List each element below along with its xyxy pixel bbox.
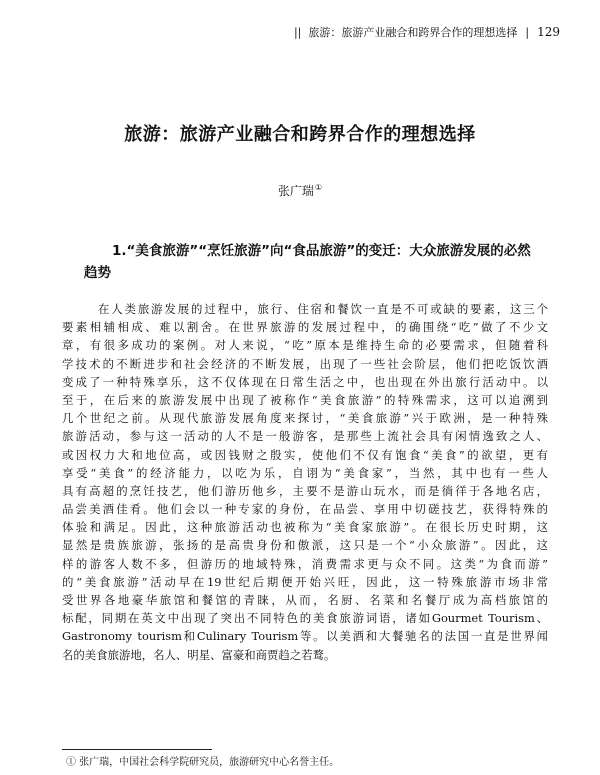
body-line: 样的游客人数不多，但游历的地域特殊，消费需求更与众不同。这类“为食而游” [62, 556, 548, 571]
body-line: 受世界各地豪华旅馆和餐馆的青睐，从而，名厨、名菜和名餐厅成为高档旅馆的 [62, 593, 548, 607]
footnote-divider [62, 749, 212, 750]
body-line: 几个世纪之前。从现代旅游发展角度来探讨，“美食旅游”兴于欧洲，是一种特殊 [62, 411, 548, 426]
body-line: 名的美食旅游地，名人、明星、富豪和商贾趋之若鹜。 [62, 647, 336, 662]
body-line: 标配，同期在英文中出现了突出不同特色的美食旅游词语，诸如Gourmet Tourism、 [62, 611, 548, 626]
body-line: 显然是贵族旅游，张扬的是高贵身份和傲派，这只是一个“小众旅游”。因此，这 [62, 538, 548, 553]
body-paragraph [62, 300, 548, 664]
body-line: 旅游活动，参与这一活动的人不是一般游客，是那些上流社会具有闲情逸致之人、 [62, 429, 548, 444]
page-number: 129 [537, 25, 560, 39]
article-title: 旅游：旅游产业融合和跨界合作的理想选择 [124, 124, 476, 145]
body-line: 至于，在后来的旅游发展中出现了被称作“美食旅游”的特殊需求，这可以追溯到 [62, 392, 548, 407]
author-line [0, 182, 600, 199]
running-header [230, 24, 560, 40]
body-line: 的“美食旅游”活动早在19世纪后期便开始兴旺，因此，这一特殊旅游市场非常 [62, 574, 548, 589]
body-line: 在人类旅游发展的过程中，旅行、住宿和餐饮一直是不可或缺的要素，这三个 [98, 302, 548, 316]
body-line: 变成了一种特殊享乐，这不仅体现在日常生活之中，也出现在外出旅行活动中。以 [62, 374, 548, 389]
running-header-separator: | [525, 25, 530, 39]
body-line: 品尝美酒佳肴。他们会以一种专家的身份，在品尝、享用中切磋技艺，获得特殊的 [62, 502, 548, 517]
section-heading: 1.“美食旅游”“烹饪旅游”向“食品旅游”的变迁：大众旅游发展的必然趋势 [84, 243, 531, 281]
body-line: 学技术的不断进步和社会经济的不断发展，出现了一些社会阶层，他们把吃饭饮酒 [62, 356, 548, 371]
body-line: 要素相辅相成、难以割舍。在世界旅游的发展过程中，的确围绕“吃”做了不少文 [62, 320, 548, 335]
body-line: 享受“美食”的经济能力，以吃为乐，自诩为“美食家”，当然，其中也有一些人 [62, 465, 548, 480]
running-header-mark: || [293, 25, 302, 39]
body-line: 体验和满足。因此，这种旅游活动也被称为“美食家旅游”。在很长历史时期，这 [62, 520, 548, 535]
author-name: 张广瑞 [277, 184, 314, 198]
body-line: 章，有很多成功的案例。对人来说，“吃”原本是维持生命的必要需求，但随着科 [62, 338, 548, 353]
body-line: 或因权力大和地位高，或因钱财之殷实，使他们不仅有饱食“美食”的欲望，更有 [62, 447, 548, 462]
body-line: Gastronomy tourism和Culinary Tourism等。以美酒和大餐驰名的法国一直是世界闻 [62, 629, 548, 644]
running-header-title: 旅游：旅游产业融合和跨界合作的理想选择 [308, 26, 518, 39]
author-note-ref: ① [314, 183, 323, 192]
body-line: 具有高超的烹饪技艺，他们游历他乡，主要不是游山玩水，而是徜徉于各地名店， [62, 483, 548, 498]
footnote: ① 张广瑞，中国社会科学院研究员，旅游研究中心名誉主任。 [66, 757, 340, 768]
